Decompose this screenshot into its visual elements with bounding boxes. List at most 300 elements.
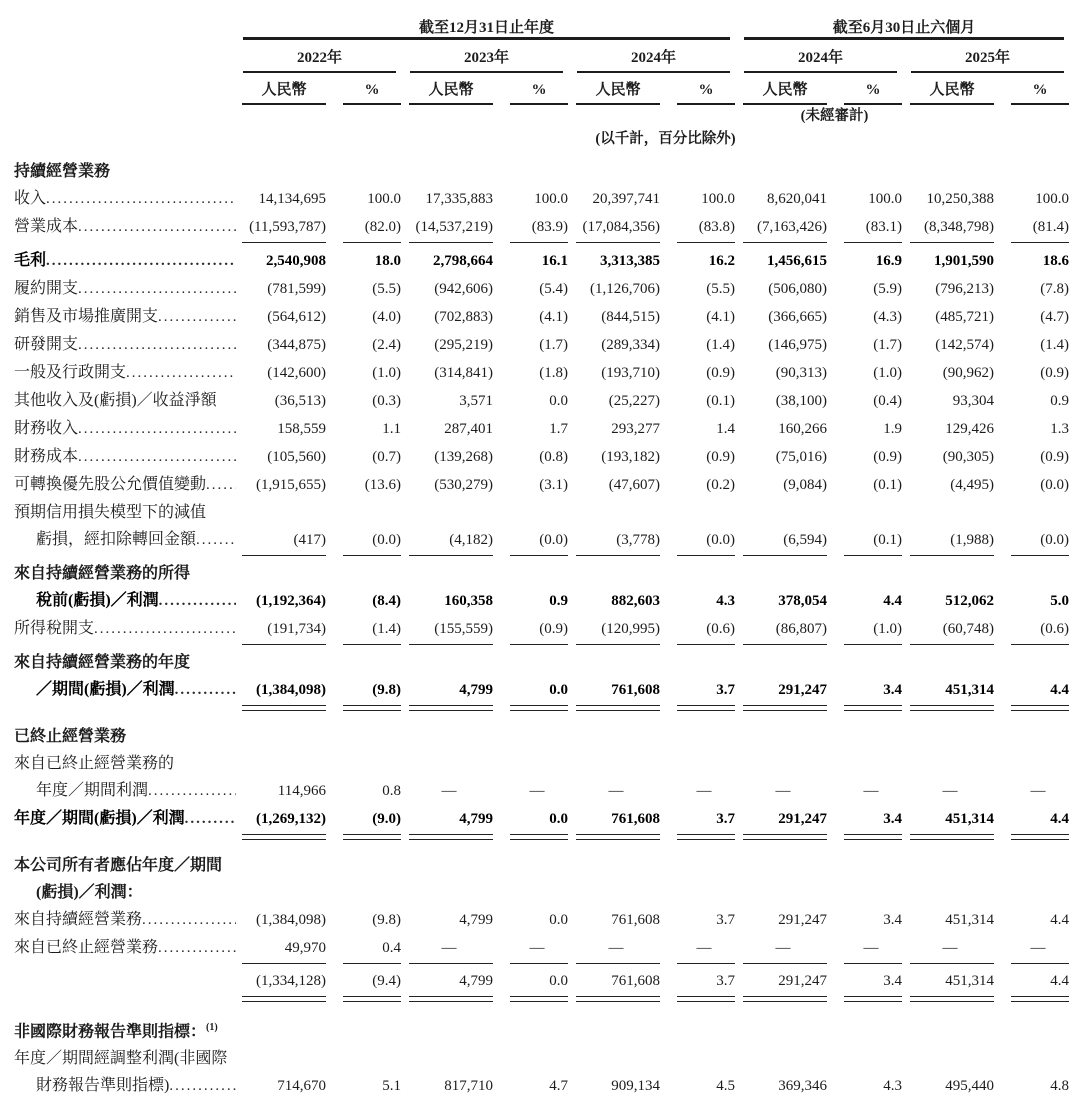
single-rule-line (576, 644, 660, 645)
column-rule-line (343, 103, 401, 105)
rule-cell (403, 554, 495, 560)
value-cell: (8,348,798) (924, 219, 994, 235)
value-cell: (4,182) (449, 532, 493, 548)
dot-leader (94, 615, 236, 643)
value-cell: 18.6 (1042, 253, 1069, 269)
value-cell: (105,560) (267, 449, 326, 465)
rule-cell (570, 704, 662, 716)
dot-leader (126, 359, 236, 387)
rule-cell (996, 643, 1071, 649)
value-cell: (0.7) (372, 449, 401, 465)
row-label (14, 1072, 236, 1100)
value-cell: (25,227) (608, 393, 660, 409)
value-cell: (1,192,364) (256, 593, 326, 609)
rule-cell (737, 833, 829, 845)
single-rule-line (409, 644, 493, 645)
rule-cell (737, 241, 829, 247)
value-cell: 93,304 (952, 393, 994, 409)
value-cell: 909,134 (611, 1078, 660, 1095)
value-cell: (1,915,655) (256, 477, 326, 493)
double-rule-line (743, 996, 827, 1002)
value-cell: (4.0) (372, 309, 401, 325)
single-rule-line (910, 242, 994, 243)
value-cell: (314,841) (434, 365, 493, 381)
value-cell: (1.4) (1040, 337, 1069, 353)
value-cell: 761,608 (611, 811, 660, 827)
row-label-text: 銷售及市場推廣開支 (14, 308, 159, 325)
row-label (14, 247, 236, 275)
row-label-line: 來自持續經營業務的所得 (14, 565, 191, 582)
value-cell: 4.4 (1050, 912, 1069, 928)
value-cell: (83.9) (531, 219, 568, 235)
value-cell: 16.9 (875, 253, 902, 269)
row-label (14, 443, 236, 471)
value-cell: (146,975) (768, 337, 827, 353)
dot-leader (78, 443, 236, 471)
value-cell: (47,607) (608, 477, 660, 493)
table-row (14, 471, 1080, 499)
nil-dash: — (696, 940, 712, 956)
rule-cell (737, 704, 829, 716)
rule-cell (236, 241, 328, 247)
table-row (14, 676, 1080, 704)
single-rule-line (677, 555, 735, 556)
value-cell: 0.0 (549, 912, 568, 928)
value-cell: 4,799 (459, 912, 493, 928)
value-cell: 291,247 (778, 973, 827, 989)
single-rule-line (677, 644, 735, 645)
value-cell: (7.8) (1040, 281, 1069, 297)
double-rule-line (677, 996, 735, 1002)
currency-header-text: 人民幣 (261, 82, 307, 98)
single-rule-line (510, 555, 568, 556)
row-label-text: 來自持續經營業務 (14, 911, 143, 928)
value-cell: 4.4 (1050, 973, 1069, 989)
single-rule-line (844, 555, 902, 556)
value-cell: (1,988) (950, 532, 994, 548)
value-cell: 100.0 (1035, 191, 1069, 207)
rule-cell (829, 704, 904, 716)
value-cell: (86,807) (775, 621, 827, 637)
row-label-text: 財務報告準則指標) (36, 1077, 170, 1095)
value-cell: 3.4 (883, 912, 902, 928)
rule-cell (236, 554, 328, 560)
value-cell: 3.4 (883, 682, 902, 698)
rule-cell (403, 241, 495, 247)
value-cell: (82.0) (364, 219, 401, 235)
single-rule-line (242, 963, 326, 964)
row-label-text: 所得稅開支 (14, 620, 95, 637)
value-cell: (9.4) (372, 973, 401, 989)
table-header (14, 16, 1080, 105)
single-rule-line (1011, 644, 1069, 645)
rule-cell (829, 833, 904, 845)
table-row (14, 906, 1080, 934)
value-cell (996, 935, 1071, 962)
value-cell: (0.6) (1040, 621, 1069, 637)
double-rule-line (576, 834, 660, 840)
value-cell: (485,721) (935, 309, 994, 325)
value-cell: (90,305) (942, 449, 994, 465)
table-row (14, 615, 1080, 643)
rule-cell (662, 704, 737, 716)
single-rule-line (1011, 555, 1069, 556)
rule-cell (403, 704, 495, 716)
section-heading-line: 持續經營業務 (14, 163, 111, 180)
value-cell: (0.9) (706, 365, 735, 381)
double-rule-line (743, 834, 827, 840)
rule-cell (570, 995, 662, 1007)
single-rule-line (576, 963, 660, 964)
row-label-line: 來自已終止經營業務的 (14, 755, 175, 772)
value-cell: 4.3 (883, 1078, 902, 1095)
row-label-text: 營業成本 (14, 218, 79, 235)
currency-header-text: 人民幣 (595, 82, 641, 98)
row-label-text: 來自已終止經營業務 (14, 939, 159, 956)
value-cell: 0.0 (549, 393, 568, 409)
table-body (14, 158, 1080, 1100)
table-row (14, 443, 1080, 471)
table-row (14, 185, 1080, 213)
value-cell: (5.5) (372, 281, 401, 297)
value-cell: (13.6) (364, 477, 401, 493)
period-group-title: 截至12月31日止年度 (418, 20, 554, 36)
value-cell: (0.8) (539, 449, 568, 465)
table-row (14, 247, 1080, 275)
section-heading (14, 852, 1080, 906)
dot-leader (78, 331, 236, 359)
rule-cell (829, 995, 904, 1007)
single-rule-line (343, 644, 401, 645)
value-cell: (11,593,787) (249, 219, 326, 235)
rule-cell (904, 241, 996, 247)
dot-leader (158, 934, 236, 962)
value-cell: (9.8) (372, 912, 401, 928)
column-rule-line (510, 103, 568, 105)
nil-dash: — (696, 783, 712, 799)
single-rule-line (343, 242, 401, 243)
value-cell: (9.8) (372, 682, 401, 698)
rule-cell (737, 995, 829, 1007)
value-cell: (8.4) (372, 593, 401, 609)
column-rule-line (677, 103, 735, 105)
rule-cell (236, 704, 328, 716)
double-rule-line (844, 705, 902, 711)
value-cell: (4,495) (950, 477, 994, 493)
single-rule-line (910, 963, 994, 964)
nil-dash: — (1030, 783, 1046, 799)
double-rule-line (910, 705, 994, 711)
value-cell: 0.4 (382, 940, 401, 956)
value-cell: (0.9) (539, 621, 568, 637)
value-cell: (139,268) (434, 449, 493, 465)
year-label: 2024年 (797, 50, 843, 66)
value-cell: (193,710) (601, 365, 660, 381)
currency-header (403, 73, 495, 99)
value-cell (403, 935, 495, 962)
rule-cell (328, 554, 403, 560)
value-cell: (120,995) (601, 621, 660, 637)
rule-cell (570, 643, 662, 649)
row-label (14, 471, 236, 499)
column-rule-cell (662, 99, 737, 105)
single-rule-line (743, 963, 827, 964)
value-cell: 882,603 (611, 593, 660, 609)
single-rule-line (242, 242, 326, 243)
section-heading-line: (虧損)／利潤： (36, 884, 143, 901)
table-row (14, 1072, 1080, 1100)
value-cell: (1.0) (372, 365, 401, 381)
value-cell: 0.0 (549, 811, 568, 827)
value-cell: (295,219) (434, 337, 493, 353)
table-row (14, 526, 1080, 554)
dot-leader (206, 471, 236, 499)
value-cell: 114,966 (277, 783, 326, 799)
value-cell: (4.1) (539, 309, 568, 325)
value-cell: 3,571 (459, 393, 493, 409)
value-cell: (1.7) (539, 337, 568, 353)
nil-dash: — (942, 940, 958, 956)
rule-cell (328, 643, 403, 649)
double-rule-line (677, 705, 735, 711)
value-cell (662, 778, 737, 805)
value-cell: (5.5) (706, 281, 735, 297)
row-label (14, 213, 236, 241)
table-row (14, 359, 1080, 387)
row-label (14, 777, 236, 805)
value-cell: (155,559) (434, 621, 493, 637)
value-cell: (75,016) (775, 449, 827, 465)
value-cell: 17,335,883 (425, 191, 493, 207)
single-rule-line (242, 555, 326, 556)
rule-cell (662, 241, 737, 247)
section-heading (14, 158, 1080, 185)
value-cell: 0.8 (382, 783, 401, 799)
value-cell: 451,314 (945, 682, 994, 698)
value-cell: 0.0 (549, 682, 568, 698)
value-cell: 8,620,041 (767, 191, 827, 207)
percent-header (662, 77, 737, 99)
row-label-text: 一般及行政開支 (14, 364, 127, 381)
row-label (14, 615, 236, 643)
value-cell: 3.4 (883, 811, 902, 827)
rule-cell (904, 704, 996, 716)
double-rule-line (844, 996, 902, 1002)
dot-leader (158, 303, 236, 331)
rule-cell (495, 995, 570, 1007)
column-rule-cell (328, 99, 403, 105)
row-label (14, 359, 236, 387)
row-label-text: 研發開支 (14, 336, 79, 353)
value-cell: 4.3 (716, 593, 735, 609)
value-cell: (38,100) (775, 393, 827, 409)
value-cell: 714,670 (277, 1078, 326, 1095)
rule-cell (236, 995, 328, 1007)
value-cell: 817,710 (444, 1078, 493, 1095)
column-rule-cell (996, 99, 1071, 105)
row-label (14, 185, 236, 213)
double-rule-line (343, 996, 401, 1002)
value-cell: 293,277 (611, 421, 660, 437)
dot-leader (196, 526, 236, 554)
year-label: 2024年 (630, 50, 676, 66)
value-cell: 1.9 (883, 421, 902, 437)
year-label: 2023年 (463, 50, 509, 66)
section-heading (14, 723, 1080, 750)
value-cell: 451,314 (945, 973, 994, 989)
table-row (14, 213, 1080, 241)
single-rule-line (409, 555, 493, 556)
value-cell: (0.4) (873, 393, 902, 409)
table-row (14, 303, 1080, 331)
value-cell: (142,574) (935, 337, 994, 353)
rule-cell (904, 833, 996, 845)
rule-cell (996, 704, 1071, 716)
value-cell: (0.0) (372, 532, 401, 548)
value-cell: (2.4) (372, 337, 401, 353)
row-label-text: ／期間(虧損)／利潤 (36, 681, 175, 698)
currency-header (737, 73, 829, 99)
value-cell: 2,540,908 (266, 253, 326, 269)
rule-cell (328, 704, 403, 716)
value-cell (904, 935, 996, 962)
value-cell: 4,799 (459, 811, 493, 827)
value-cell (403, 778, 495, 805)
value-cell: 291,247 (778, 682, 827, 698)
value-cell: 4.4 (883, 593, 902, 609)
column-rule-cell (403, 99, 495, 105)
percent-header-text: % (1032, 82, 1048, 98)
double-rule-line (576, 705, 660, 711)
value-cell: 495,440 (945, 1078, 994, 1095)
section-heading-line: 非國際財務報告準則指標：$^{(1)}$ (14, 1022, 218, 1041)
value-cell: (796,213) (935, 281, 994, 297)
value-cell: 291,247 (778, 912, 827, 928)
value-cell: 4,799 (459, 973, 493, 989)
rule-cell (662, 643, 737, 649)
row-label (14, 676, 236, 704)
value-cell: 3.7 (716, 811, 735, 827)
value-cell (829, 935, 904, 962)
table-row (14, 331, 1080, 359)
value-cell: (0.3) (372, 393, 401, 409)
single-rule-line (1011, 242, 1069, 243)
row-label-text: 可轉換優先股公允價值變動 (14, 476, 207, 493)
rule-cell (996, 554, 1071, 560)
currency-header-text: 人民幣 (762, 82, 808, 98)
value-cell: 761,608 (611, 912, 660, 928)
value-cell: (193,182) (601, 449, 660, 465)
rule-cell (495, 833, 570, 845)
value-cell: (0.6) (706, 621, 735, 637)
dot-leader (78, 213, 236, 241)
value-cell: 3.7 (716, 973, 735, 989)
value-cell: 3.4 (883, 973, 902, 989)
double-rule-line (409, 996, 493, 1002)
value-cell: 4,799 (459, 682, 493, 698)
dot-leader (78, 275, 236, 303)
value-cell (570, 935, 662, 962)
value-cell: (0.9) (1040, 365, 1069, 381)
row-label (14, 934, 236, 962)
section-heading-line: 已終止經營業務 (14, 728, 127, 745)
value-cell: 0.0 (549, 973, 568, 989)
value-cell: 16.2 (708, 253, 735, 269)
nil-dash: — (441, 940, 457, 956)
value-cell (495, 778, 570, 805)
row-label-text: 收入 (14, 190, 47, 207)
row-label (14, 906, 236, 934)
single-rule-line (343, 555, 401, 556)
value-cell: (9.0) (372, 811, 401, 827)
row-label (14, 303, 236, 331)
value-cell: (0.0) (706, 532, 735, 548)
label-column-spacer (14, 995, 236, 1007)
rule-cell (737, 643, 829, 649)
value-cell: 0.9 (549, 593, 568, 609)
value-cell (829, 778, 904, 805)
column-rule-line (910, 103, 994, 105)
value-cell: (60,748) (942, 621, 994, 637)
value-cell: (83.1) (865, 219, 902, 235)
value-cell: (1.0) (873, 365, 902, 381)
value-cell: (702,883) (434, 309, 493, 325)
value-cell: (0.1) (873, 477, 902, 493)
value-cell: 512,062 (945, 593, 994, 609)
value-cell: 3.7 (716, 682, 735, 698)
value-cell: (90,313) (775, 365, 827, 381)
rule-cell (495, 554, 570, 560)
value-cell: 761,608 (611, 682, 660, 698)
rule-cell (570, 241, 662, 247)
year-label: 2022年 (296, 50, 342, 66)
currency-header (236, 73, 328, 99)
row-label (14, 415, 236, 443)
double-underline-row (14, 704, 1080, 716)
value-cell: (366,665) (768, 309, 827, 325)
row-label (14, 526, 236, 554)
double-rule-line (242, 996, 326, 1002)
single-rule-line (910, 555, 994, 556)
value-cell: 3.7 (716, 912, 735, 928)
value-cell: 4.4 (1050, 811, 1069, 827)
value-cell: (191,734) (267, 621, 326, 637)
value-cell: 10,250,388 (926, 191, 994, 207)
value-cell: 5.0 (1050, 593, 1069, 609)
row-label-text: 年度／期間利潤 (36, 782, 149, 799)
nil-dash: — (441, 783, 457, 799)
value-cell: (7,163,426) (757, 219, 827, 235)
value-cell: (1,334,128) (256, 973, 326, 989)
percent-header (829, 77, 904, 99)
value-cell: (1.4) (706, 337, 735, 353)
value-cell (495, 935, 570, 962)
table-row (14, 415, 1080, 443)
value-cell: 1.4 (716, 421, 735, 437)
nil-dash: — (529, 940, 545, 956)
double-rule-line (1011, 996, 1069, 1002)
rule-cell (737, 554, 829, 560)
value-cell: 100.0 (868, 191, 902, 207)
rule-cell (328, 995, 403, 1007)
label-column-spacer (14, 833, 236, 845)
rule-cell (829, 643, 904, 649)
row-label-text: 其他收入及(虧損)／收益淨額 (14, 392, 217, 409)
value-cell: (36,513) (274, 393, 326, 409)
value-cell: (142,600) (267, 365, 326, 381)
value-cell: 2,798,664 (433, 253, 493, 269)
single-rule-line (1011, 963, 1069, 964)
